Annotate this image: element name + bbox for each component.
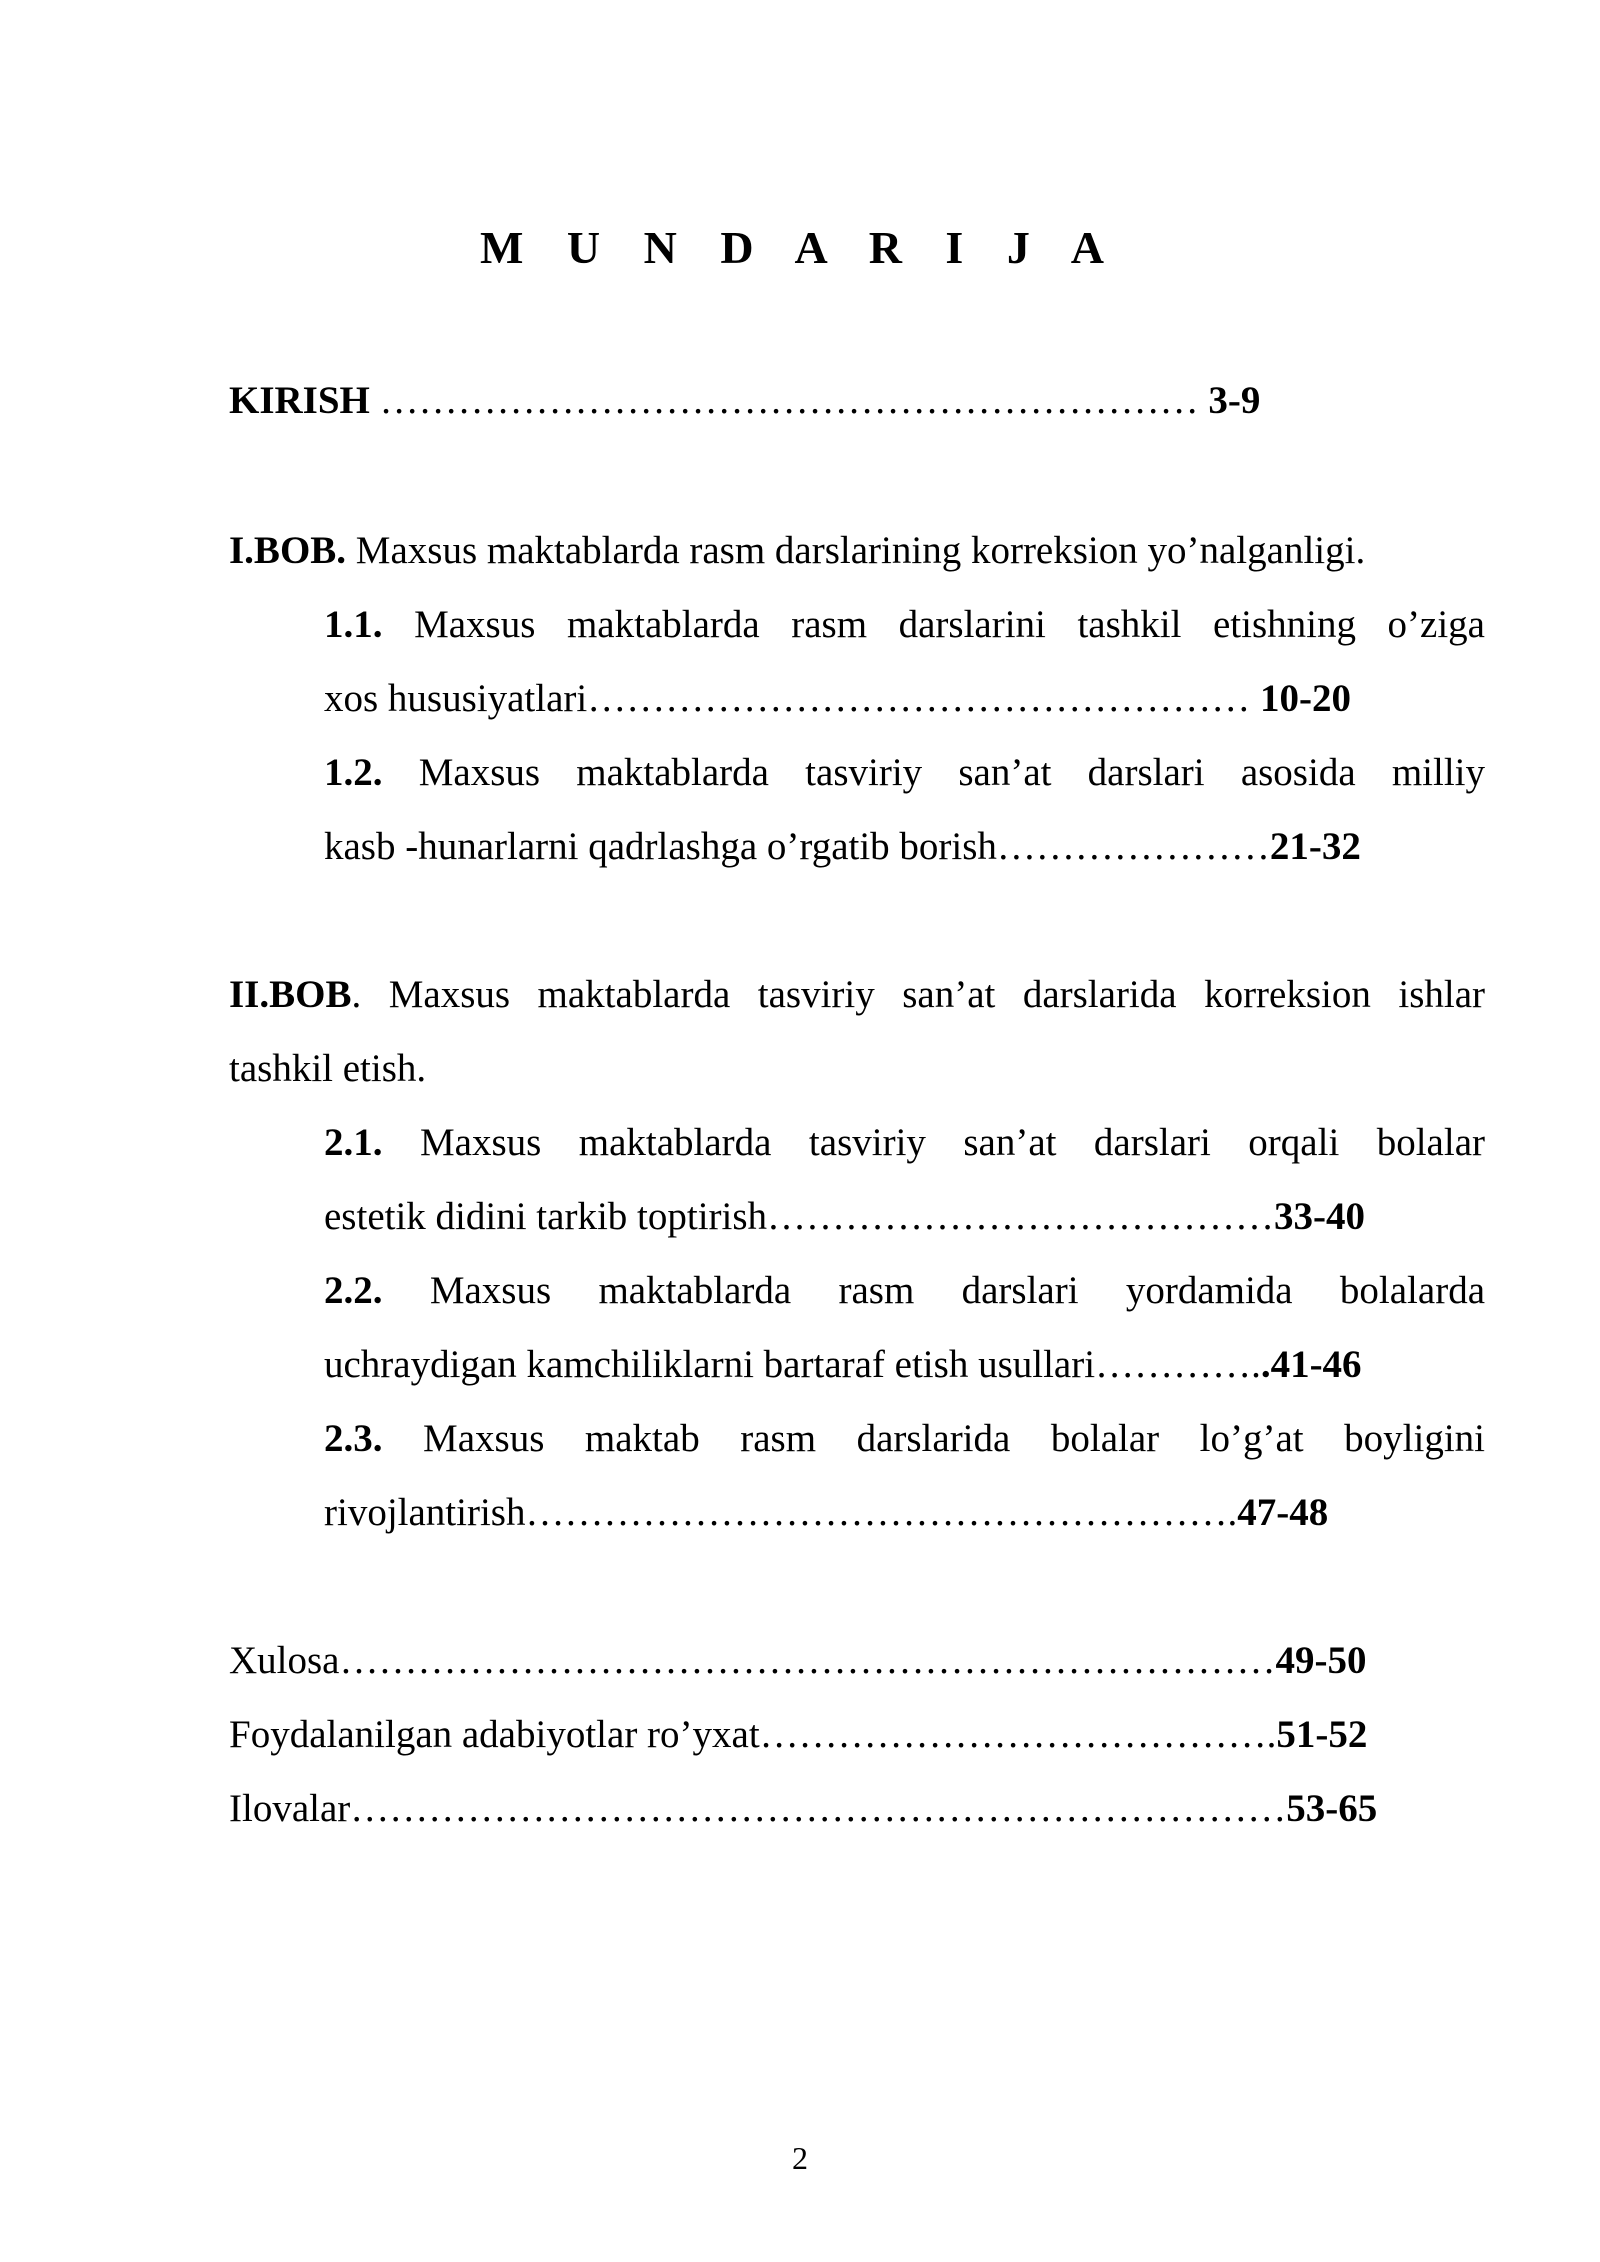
chapter-title-cont: tashkil etish. [229,1047,427,1090]
toc-leader-dots: ……………………………………………………… [369,379,1209,422]
toc-leader-dots: ………………………………………………. [525,1491,1238,1534]
toc-leader-dots: …………………………………………… [587,677,1260,720]
toc-section-1-1-line2 [324,674,1351,724]
toc-entry-label: Foydalanilgan adabiyotlar ro’yxat [229,1713,760,1756]
toc-section-2-2-line2 [324,1340,1362,1390]
toc-chapter-1 [229,526,1365,576]
toc-page-range: 21-32 [1269,825,1361,868]
section-title: Maxsus maktablarda tasviriy san’at darslari orqali bolalar [419,1121,1485,1164]
toc-entry-kirish [229,376,1260,426]
chapter-label: I.BOB. [229,529,347,572]
toc-page-range: 51-52 [1276,1713,1368,1756]
section-number: 1.1. [324,603,383,646]
section-number: 2.3. [324,1417,383,1460]
toc-leader-dots: ………………… [996,825,1270,868]
section-title: Maxsus maktablarda rasm darslarini tashkil etishning o’ziga [414,603,1485,646]
section-title-cont: xos hususiyatlari [324,677,588,720]
section-title-cont: estetik didini tarkib toptirish [324,1195,768,1238]
toc-leader-dots: …………………………………. [759,1713,1277,1756]
section-title: Maxsus maktablarda rasm darslari yordamida bolalarda [429,1269,1486,1312]
chapter-title: Maxsus maktablarda rasm darslarining korreksion yo’nalganligi. [346,529,1366,572]
chapter-title: . Maxsus maktablarda tasviriy san’at darslarida korreksion ishlar [351,973,1485,1016]
section-number: 2.1. [324,1121,383,1164]
section-title: Maxsus maktablarda tasviriy san’at darslari asosida milliy [418,751,1486,794]
toc-chapter-2-line1 [229,970,1485,1020]
toc-entry-label: Xulosa [229,1639,340,1682]
toc-leader-dots: ……………………………………………………………… [339,1639,1276,1682]
section-number: 1.2. [324,751,383,794]
page-title: M U N D A R I J A [479,222,1121,273]
toc-chapter-2-line2 [229,1044,426,1094]
toc-section-1-1-line1 [324,600,1485,650]
toc-page-range: 53-65 [1286,1787,1378,1830]
toc-leader-dots: ………………………………… [767,1195,1275,1238]
toc-section-2-1-line1 [324,1118,1485,1168]
section-number: 2.2. [324,1269,383,1312]
toc-section-1-2-line1 [324,748,1485,798]
page-number: 2 [792,2140,808,2176]
toc-page-range: 3-9 [1208,379,1261,422]
toc-page-range: .41-46 [1260,1343,1362,1386]
toc-entry-xulosa [229,1636,1367,1686]
toc-page-range: 10-20 [1259,677,1351,720]
toc-section-2-2-line1 [324,1266,1485,1316]
toc-entry-label: KIRISH [229,379,370,422]
chapter-label: II.BOB [229,973,352,1016]
toc-leader-dots: …………. [1095,1343,1261,1386]
toc-entry-label: Ilovalar [229,1787,351,1830]
toc-leader-dots: ……………………………………………………………… [350,1787,1287,1830]
section-title-cont: rivojlantirish [324,1491,526,1534]
toc-page-range: 49-50 [1275,1639,1367,1682]
toc-entry-adabiyotlar [229,1710,1367,1760]
toc-section-1-2-line2 [324,822,1361,872]
toc-page-range: 33-40 [1274,1195,1366,1238]
toc-page-range: 47-48 [1237,1491,1329,1534]
toc-section-2-1-line2 [324,1192,1365,1242]
section-title-cont: uchraydigan kamchiliklarni bartaraf etish usullari [324,1343,1096,1386]
toc-section-2-3-line2 [324,1488,1328,1538]
section-title-cont: kasb -hunarlarni qadrlashga o’rgatib borish [324,825,997,868]
toc-section-2-3-line1 [324,1414,1485,1464]
toc-entry-ilovalar [229,1784,1377,1834]
section-title: Maxsus maktab rasm darslarida bolalar lo’g’at boyligini [423,1417,1485,1460]
